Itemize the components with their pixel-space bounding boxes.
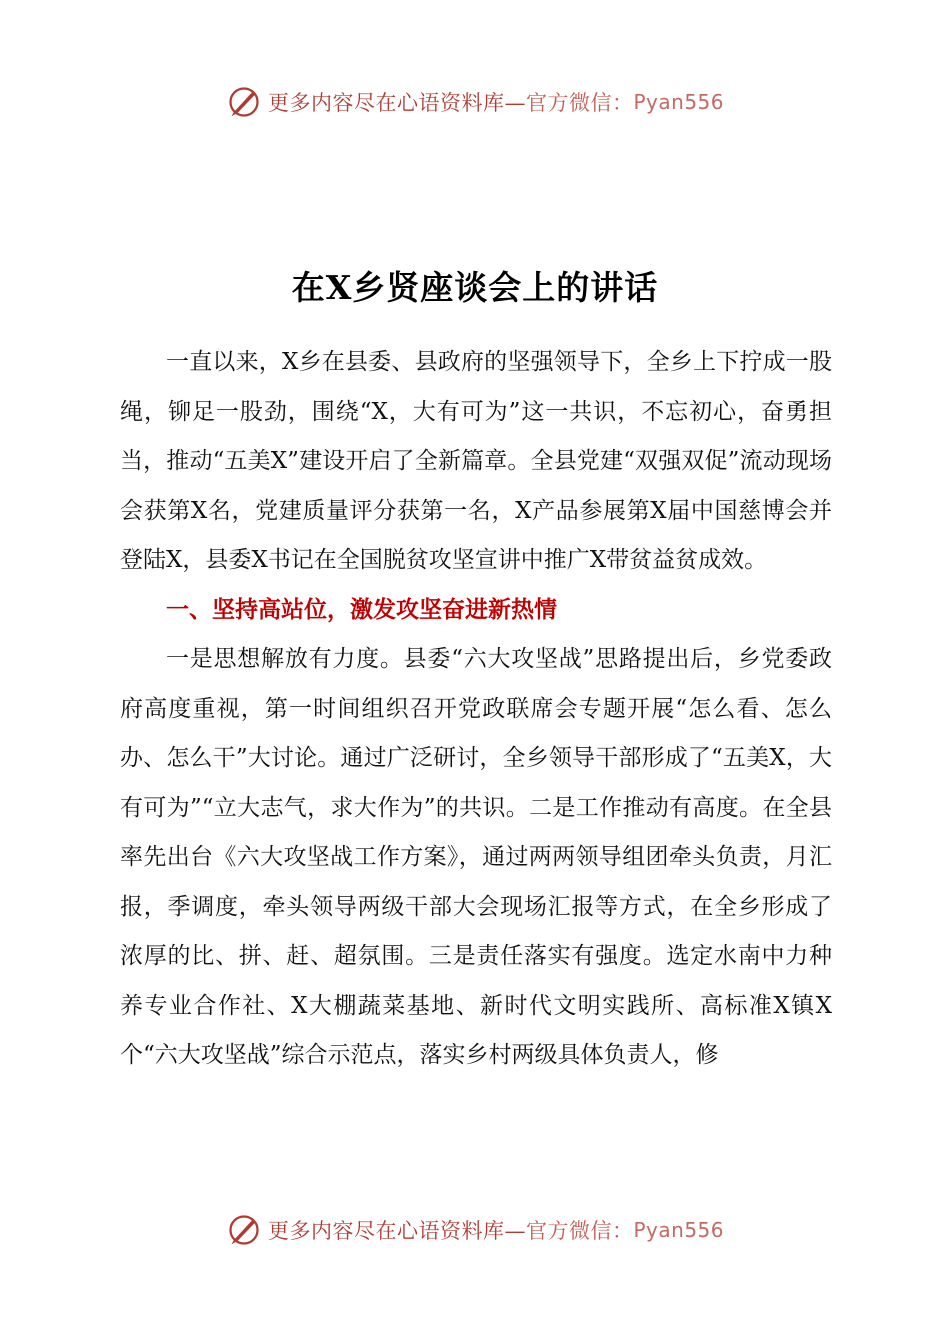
section-heading-1: 一、坚持高站位，激发攻坚奋进新热情 — [166, 596, 557, 623]
document-body — [120, 338, 832, 1081]
watermark-wechat-id: Pyan556 — [633, 1218, 724, 1242]
pen-logo-icon — [226, 84, 262, 120]
page-title: 在X乡贤座谈会上的讲话 — [291, 268, 659, 307]
watermark-wechat-label: 官方微信： — [525, 1219, 634, 1243]
pen-logo-icon — [226, 1212, 262, 1248]
paragraph-section-1: 一是思想解放有力度。县委“六大攻坚战”思路提出后，乡党委政府高度重视，第一时间组织召开党政联席会专题开展“怎么看、怎么办、怎么干”大讨论。通过广泛研讨，全乡领导干部形成了“五美X，大有可为”“立大志气，求大作为”的共识。二是工作推动有高度。在全县率先出台《六大攻坚战工作方案》，通过两两领导组团牵头负责，月汇报，季调度，牵头领导两级干部大会现场汇报等方式，在全乡形成了浓厚的比、拼、赶、超氛围。三是责任落实有强度。选定水南中力种养专业合作社、X大棚蔬菜基地、新时代文明实践所、高标准X镇X个“六大攻坚战”综合示范点，落实乡村两级具体负责人，修 — [120, 646, 832, 1068]
footer-watermark — [0, 1210, 950, 1250]
paragraph-intro: 一直以来，X乡在县委、县政府的坚强领导下，全乡上下拧成一股绳，铆足一股劲，围绕“X，大有可为”这一共识，不忘初心，奋勇担当，推动“五美X”建设开启了全新篇章。全县党建“双强双促”流动现场会获第X名，党建质量评分获第一名，X产品参展第X届中国慈博会并登陆X，县委X书记在全国脱贫攻坚宣讲中推广X带贫益贫成效。 — [120, 349, 832, 573]
watermark-wechat-label: 官方微信： — [525, 91, 634, 115]
watermark-text: 更多内容尽在心语资料库— — [267, 91, 526, 115]
watermark-text: 更多内容尽在心语资料库— — [267, 1219, 526, 1243]
watermark-wechat-id: Pyan556 — [633, 90, 724, 114]
header-watermark — [0, 82, 950, 122]
